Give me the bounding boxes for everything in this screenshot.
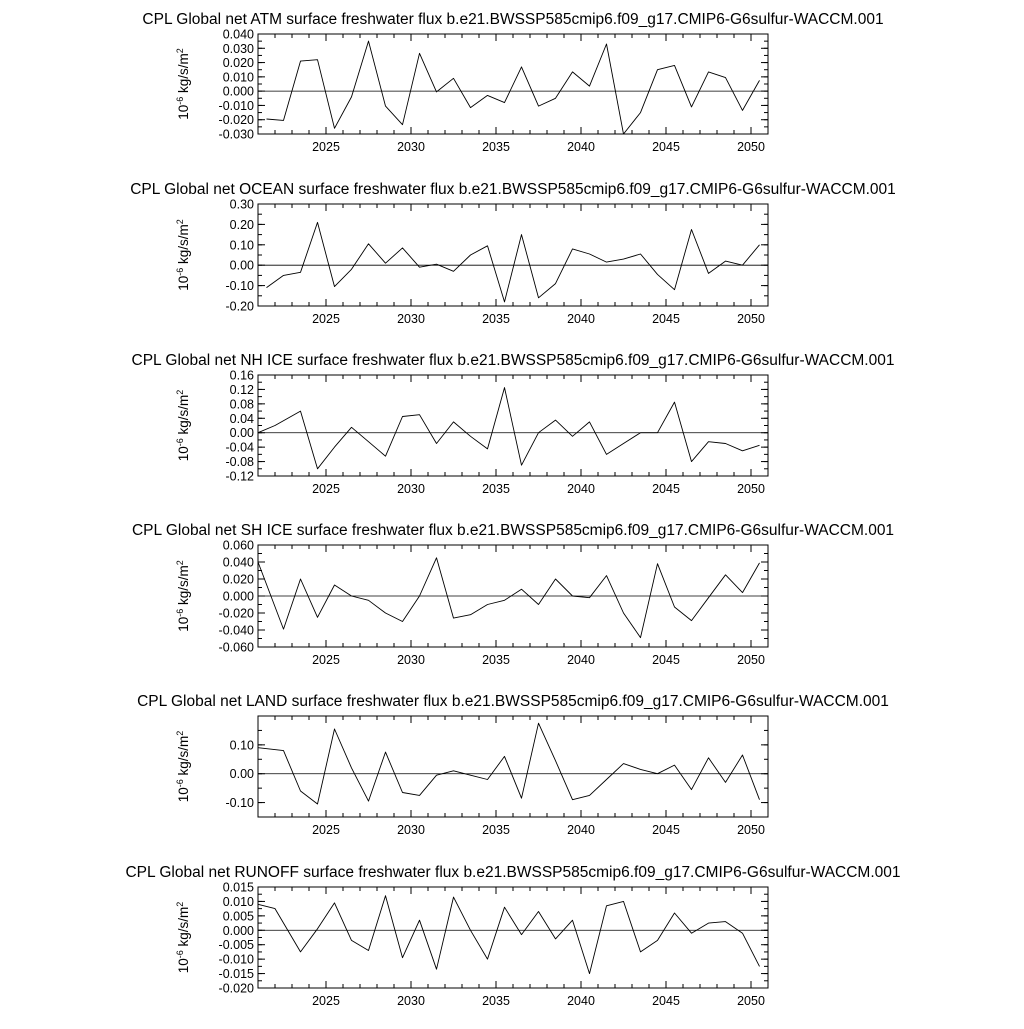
y-tick-label: 0.005 xyxy=(222,909,254,924)
x-tick-label: 2035 xyxy=(482,653,510,667)
y-tick-label: 0.00 xyxy=(229,258,254,273)
y-tick-label: 0.30 xyxy=(229,197,254,212)
y-tick-label: -0.10 xyxy=(225,796,254,811)
x-tick-label: 2050 xyxy=(737,312,765,326)
plot-frame xyxy=(258,204,768,306)
y-tick-label: -0.08 xyxy=(225,455,254,470)
y-tick-label: 0.020 xyxy=(222,572,254,587)
y-axis-label xyxy=(175,560,191,632)
y-label-base: 10 xyxy=(176,616,191,632)
x-tick-label: 2045 xyxy=(652,994,680,1008)
x-tick-label: 2050 xyxy=(737,482,765,496)
series-line xyxy=(267,222,760,302)
x-tick-label: 2030 xyxy=(397,312,425,326)
y-tick-label: 0.10 xyxy=(229,238,254,253)
y-tick-label: 0.000 xyxy=(222,923,254,938)
y-tick-label: 0.060 xyxy=(222,538,254,553)
y-label-unit-exp: 2 xyxy=(175,48,185,54)
x-tick-label: 2025 xyxy=(312,312,340,326)
x-tick-label: 2035 xyxy=(482,140,510,154)
series-line xyxy=(258,558,760,638)
y-label-base: 10 xyxy=(176,104,191,120)
y-axis-label xyxy=(175,731,191,803)
x-tick-label: 2050 xyxy=(737,653,765,667)
y-label-exp: -6 xyxy=(175,779,185,788)
panel-title: CPL Global net NH ICE surface freshwater flux b.e21.BWSSP585cmip6.f09_g17.CMIP6-G6sulfur-WACCM.001 xyxy=(131,352,895,369)
plot-frame xyxy=(258,716,768,817)
x-tick-label: 2045 xyxy=(652,482,680,496)
y-tick-label: -0.10 xyxy=(225,279,254,294)
series-line xyxy=(258,896,760,974)
x-tick-label: 2025 xyxy=(312,994,340,1008)
y-label-base: 10 xyxy=(176,958,191,974)
y-label-unit-exp: 2 xyxy=(175,219,185,225)
y-tick-label: 0.040 xyxy=(222,555,254,570)
y-label-unit: kg/s/m xyxy=(176,53,191,97)
y-label-exp: -6 xyxy=(175,267,185,276)
y-axis-label xyxy=(175,48,191,120)
panel-5 xyxy=(137,693,889,837)
panel-1 xyxy=(142,11,883,154)
y-tick-label: -0.020 xyxy=(218,113,254,128)
x-tick-label: 2030 xyxy=(397,482,425,496)
y-axis-label xyxy=(175,902,191,974)
panel-title: CPL Global net RUNOFF surface freshwater flux b.e21.BWSSP585cmip6.f09_g17.CMIP6-G6sulfur-WACCM.001 xyxy=(125,864,901,881)
y-label-exp: -6 xyxy=(175,438,185,447)
y-tick-label: -0.20 xyxy=(225,299,254,314)
y-label-unit-exp: 2 xyxy=(175,560,185,566)
y-label-exp: -6 xyxy=(175,96,185,105)
y-label-unit: kg/s/m xyxy=(176,565,191,609)
x-tick-label: 2035 xyxy=(482,994,510,1008)
y-tick-label: 0.20 xyxy=(229,217,254,232)
x-tick-label: 2025 xyxy=(312,140,340,154)
y-tick-label: 0.000 xyxy=(222,589,254,604)
y-tick-label: -0.015 xyxy=(218,967,254,982)
y-label-unit-exp: 2 xyxy=(175,389,185,395)
x-tick-label: 2030 xyxy=(397,140,425,154)
y-axis-label xyxy=(175,390,191,462)
y-tick-label: 0.10 xyxy=(229,738,254,753)
panel-6 xyxy=(125,864,900,1008)
x-tick-label: 2050 xyxy=(737,823,765,837)
panel-4 xyxy=(132,522,894,667)
x-tick-label: 2030 xyxy=(397,994,425,1008)
panel-3 xyxy=(132,352,895,496)
y-tick-label: 0.015 xyxy=(222,880,254,895)
x-tick-label: 2045 xyxy=(652,312,680,326)
x-tick-label: 2035 xyxy=(482,482,510,496)
x-tick-label: 2030 xyxy=(397,823,425,837)
x-tick-label: 2025 xyxy=(312,823,340,837)
y-tick-label: 0.020 xyxy=(222,56,254,71)
x-tick-label: 2045 xyxy=(652,823,680,837)
y-label-exp: -6 xyxy=(175,608,185,617)
y-label-unit: kg/s/m xyxy=(176,735,191,780)
y-label-base: 10 xyxy=(176,446,191,462)
x-tick-label: 2030 xyxy=(397,653,425,667)
y-tick-label: 0.16 xyxy=(229,368,254,383)
y-tick-label: -0.005 xyxy=(218,938,254,953)
x-tick-label: 2040 xyxy=(567,482,595,496)
y-label-unit: kg/s/m xyxy=(176,906,191,951)
x-tick-label: 2040 xyxy=(567,823,595,837)
y-tick-label: -0.010 xyxy=(218,952,254,967)
x-tick-label: 2045 xyxy=(652,653,680,667)
panel-title: CPL Global net SH ICE surface freshwater flux b.e21.BWSSP585cmip6.f09_g17.CMIP6-G6sulfur-WACCM.001 xyxy=(131,522,895,539)
y-tick-label: -0.020 xyxy=(218,981,254,996)
x-tick-label: 2040 xyxy=(567,653,595,667)
y-tick-label: 0.04 xyxy=(229,411,254,426)
y-tick-label: 0.08 xyxy=(229,397,254,412)
y-tick-label: -0.010 xyxy=(218,98,254,113)
y-tick-label: -0.040 xyxy=(218,623,254,638)
x-tick-label: 2035 xyxy=(482,823,510,837)
x-tick-label: 2025 xyxy=(312,653,340,667)
series-line xyxy=(258,388,760,469)
x-tick-label: 2040 xyxy=(567,312,595,326)
y-label-exp: -6 xyxy=(175,950,185,959)
panel-2 xyxy=(130,181,896,326)
panel-title: CPL Global net LAND surface freshwater flux b.e21.BWSSP585cmip6.f09_g17.CMIP6-G6sulfur-WACCM.001 xyxy=(137,693,889,710)
y-tick-label: -0.030 xyxy=(218,127,254,142)
y-tick-label: -0.020 xyxy=(218,606,254,621)
y-label-unit-exp: 2 xyxy=(175,730,185,736)
x-tick-label: 2050 xyxy=(737,140,765,154)
y-tick-label: -0.04 xyxy=(225,440,254,455)
series-line xyxy=(258,723,760,804)
y-label-base: 10 xyxy=(176,787,191,803)
y-label-unit: kg/s/m xyxy=(176,394,191,439)
y-tick-label: 0.030 xyxy=(222,41,254,56)
x-tick-label: 2025 xyxy=(312,482,340,496)
x-tick-label: 2040 xyxy=(567,994,595,1008)
x-tick-label: 2045 xyxy=(652,140,680,154)
y-axis-label xyxy=(175,219,191,291)
x-tick-label: 2050 xyxy=(737,994,765,1008)
plot-frame xyxy=(258,887,768,988)
panel-title: CPL Global net ATM surface freshwater flux b.e21.BWSSP585cmip6.f09_g17.CMIP6-G6sulfur-WACCM.001 xyxy=(142,11,884,28)
y-tick-label: 0.00 xyxy=(229,767,254,782)
y-label-unit-exp: 2 xyxy=(175,901,185,907)
y-tick-label: 0.010 xyxy=(222,70,254,85)
y-tick-label: 0.000 xyxy=(222,84,254,99)
x-tick-label: 2035 xyxy=(482,312,510,326)
y-tick-label: 0.040 xyxy=(222,27,254,42)
x-tick-label: 2040 xyxy=(567,140,595,154)
y-label-base: 10 xyxy=(176,275,191,291)
y-tick-label: 0.12 xyxy=(229,382,254,397)
y-tick-label: 0.010 xyxy=(222,894,254,909)
y-tick-label: 0.00 xyxy=(229,426,254,441)
y-label-unit: kg/s/m xyxy=(176,224,191,268)
y-tick-label: -0.060 xyxy=(218,640,254,655)
y-tick-label: -0.12 xyxy=(225,469,254,484)
panel-title: CPL Global net OCEAN surface freshwater flux b.e21.BWSSP585cmip6.f09_g17.CMIP6-G6sulfur-WACCM.001 xyxy=(130,181,896,198)
series-line xyxy=(267,41,760,134)
